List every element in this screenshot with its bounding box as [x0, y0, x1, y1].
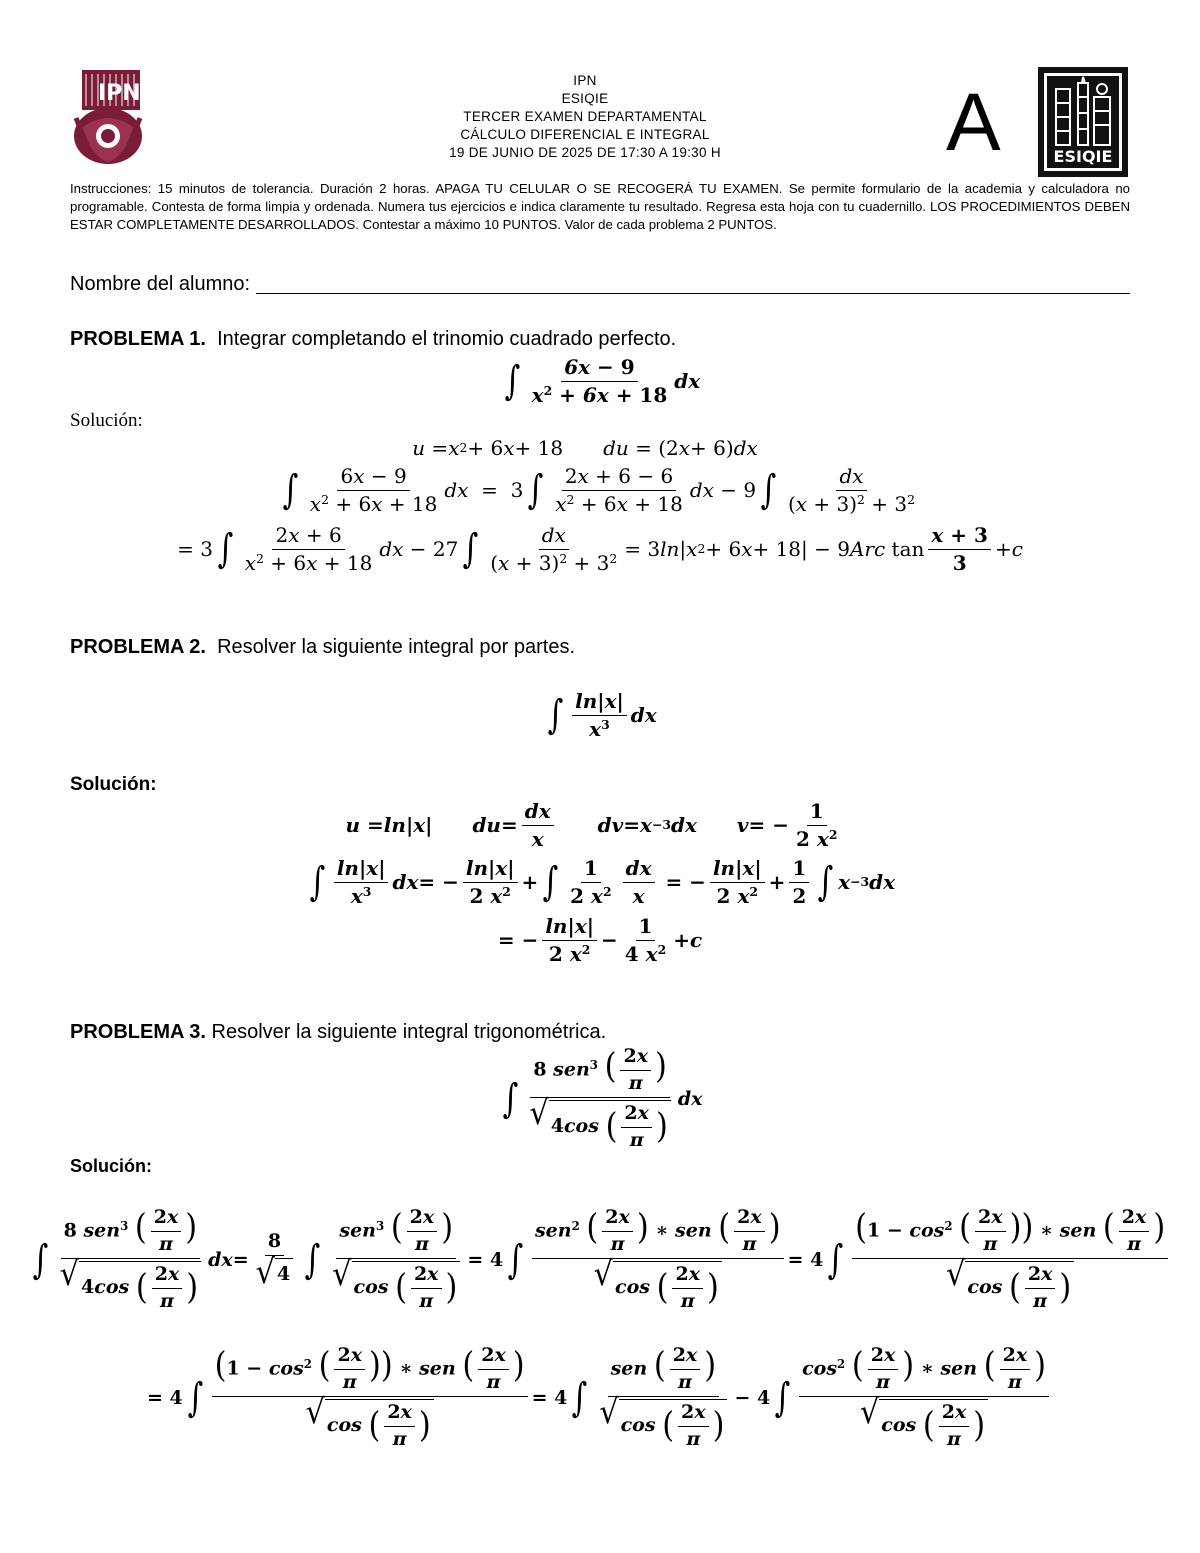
- school-name: ESIQIE: [561, 91, 609, 106]
- problem-2-step-1: ∫ $\frac{\ln|x|}{x^3}$ dx = − $\frac{\ln|x|}{2 x^2}$ + ∫ $\frac{1}{2 x^2}$ $\frac{dx}{x}$ = − $\frac{\ln|x|}{2 x^2}$ + $\frac{1}{2}$ ∫ x −3 dx: [309, 855, 895, 908]
- problem-3-title: PROBLEMA 3.: [70, 1021, 206, 1043]
- problem-2-heading: [70, 634, 575, 660]
- problem-1-solution-label: Solución:: [70, 410, 143, 431]
- problem-2-result: = − $\frac{\ln|x|}{2 x^2}$ − $\frac{1}{4 x^2}$ + c: [497, 913, 703, 966]
- problem-2-title: PROBLEMA 2.: [70, 636, 206, 658]
- problem-2-statement: Resolver la siguiente integral por partes.: [217, 636, 576, 658]
- problem-1-step-2: = 3 ∫ $\frac{2x + 6}{x^2 + 6x + 18}$ dx − 27 ∫ $\frac{dx}{(x + 3)^2 + 3^2}$ = 3 ln | x 2 + 6 x + 18| − 9 Arc tan $\frac{x + 3}{3}$ + c: [177, 522, 1023, 575]
- problem-1-title: PROBLEMA 1.: [70, 328, 206, 350]
- instructions: Instrucciones: 15 minutos de tolerancia. Duración 2 horas. APAGA TU CELULAR O SE RECOGERÁ TU EXAMEN. Se permite formulario de la academia y calculadora no programable. Contesta de forma limpia y ordenada. Numera tus ejercicios e indica claramente tu resultado. Regresa esta hoja con tu cuadernillo. LOS PROCEDIMIENTOS DEBEN ESTAR COMPLETAMENTE DESARROLLADOS. Contestar a máximo 10 PUNTOS. Valor de cada problema 2 PUNTOS.: [70, 181, 1130, 232]
- problem-3-statement: Resolver la siguiente integral trigonométrica.: [211, 1021, 607, 1043]
- esiqie-logo: [1038, 67, 1128, 177]
- problem-2-integral: ∫ $\frac{\ln|x|}{x^3}$ dx: [547, 688, 657, 741]
- exam-version: A: [946, 77, 1001, 168]
- problem-2-solution-label: Solución:: [70, 774, 157, 795]
- student-name-line[interactable]: [70, 270, 1130, 298]
- exam-header: [300, 72, 870, 162]
- problem-1-substitution: u = x 2 + 6 x + 18 du = (2 x + 6) dx: [412, 436, 758, 460]
- problem-1-statement: Integrar completando el trinomio cuadrado perfecto.: [217, 328, 677, 350]
- esiqie-logo-text: ESIQIE: [1053, 147, 1113, 166]
- svg-text:IPN: IPN: [98, 81, 141, 106]
- student-name-blank[interactable]: [256, 292, 1130, 294]
- student-name-label: Nombre del alumno:: [70, 273, 251, 295]
- institution: IPN: [573, 73, 597, 88]
- problem-1-integral: ∫ $\frac{6x - 9}{x^2 + 6x + 18}$ dx: [504, 354, 701, 407]
- exam-name: TERCER EXAMEN DEPARTAMENTAL: [463, 109, 707, 124]
- problem-2-parts: u = ln | x | du = $\frac{dx}{x}$ dv = x −3 dx v = − $\frac{1}{2 x^2}$: [345, 798, 838, 851]
- problem-3-heading: [70, 1019, 606, 1045]
- ipn-logo: [68, 68, 150, 168]
- problem-3-solution-label: Solución:: [70, 1156, 152, 1176]
- exam-date-time: 19 DE JUNIO DE 2025 DE 17:30 A 19:30 H: [449, 145, 721, 160]
- problem-3-step-1: ∫ 8 sen$^3$ ( $\frac{2x}{\pi}$ ) √ 4 cos ( $\frac{2x}{\pi}$ ) dx = 8 √ 4 ∫ sen$^3$ ( $\frac{2x}{\pi}$ ) √ cos ( $\frac{2x}{\pi}$ ) = 4 ∫ sen$^2$ ( $\frac{2x}{\pi}$ ) ∗ sen ( $\frac{2x}{\pi}$ ) √ cos ( $\frac{2x}{\pi}$ ) = 4 ∫ ($1 - \cos^2$ ( $\frac{2x}{\pi}$ )) ∗ sen ( $\frac{2x}{\pi}$ ) √ cos ( $\frac{2x}{\pi}$ ): [0, 1200, 1200, 1320]
- problem-3-integral: ∫ 8 sen$^3$ ( $\frac{2x}{\pi}$ ) √ 4 cos ( $\frac{2x}{\pi}$ ) dx: [502, 1045, 703, 1151]
- problem-1-step-1: ∫ $\frac{6x - 9}{x^2 + 6x + 18}$ dx = 3 ∫ $\frac{2x + 6 - 6}{x^2 + 6x + 18}$ dx − 9 ∫ $\frac{dx}{(x + 3)^2 + 3^2}$: [282, 463, 916, 516]
- problem-3-step-2: = 4 ∫ ($1 - \cos^2$ ( $\frac{2x}{\pi}$ )) ∗ sen ( $\frac{2x}{\pi}$ ) √ cos ( $\frac{2x}{\pi}$ ) = 4 ∫ sen ( $\frac{2x}{\pi}$ ) √ cos ( $\frac{2x}{\pi}$ ) − 4 ∫ $\cos^2$ ( $\frac{2x}{\pi}$ ) ∗ sen ( $\frac{2x}{\pi}$ ) √ cos ( $\frac{2x}{\pi}$ ): [0, 1338, 1200, 1458]
- problem-1-heading: [70, 326, 676, 352]
- course-name: CÁLCULO DIFERENCIAL E INTEGRAL: [460, 127, 710, 142]
